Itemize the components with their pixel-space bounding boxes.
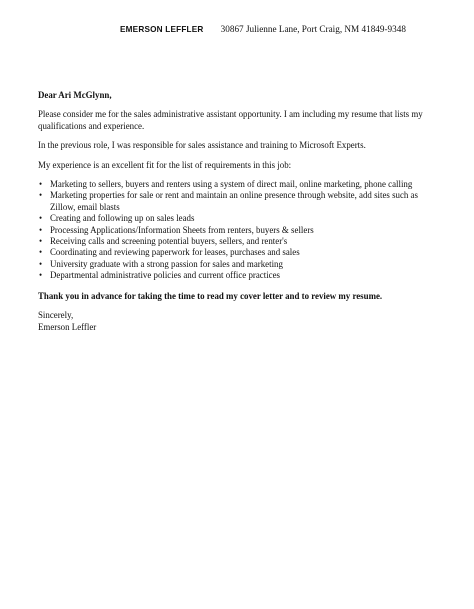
list-item xyxy=(38,247,438,258)
bullet-icon: • xyxy=(39,213,43,224)
bullet-icon: • xyxy=(39,236,43,247)
previous-role-paragraph: In the previous role, I was responsible for sales assistance and training to Microsoft Experts. xyxy=(38,140,366,151)
sender-address: 30867 Julienne Lane, Port Craig, NM 41849-9348 xyxy=(220,24,406,34)
letter-body xyxy=(38,90,438,333)
closing-statement: Thank you in advance for taking the time to read my cover letter and to review my resume. xyxy=(38,290,383,301)
requirement-text: Creating and following up on sales leads xyxy=(50,213,195,224)
requirement-text: Marketing to sellers, buyers and renters using a system of direct mail, online marketing, phone calling xyxy=(50,179,413,190)
signature-name: Emerson Leffler xyxy=(38,321,97,332)
requirement-text: Departmental administrative policies and current office practices xyxy=(50,270,280,281)
requirement-text: Processing Applications/Information Sheets from renters, buyers & sellers xyxy=(50,224,314,235)
sender-name: EMERSON LEFFLER xyxy=(120,25,204,34)
bullet-icon: • xyxy=(39,190,43,201)
requirement-text: Marketing properties for sale or rent and maintain an online presence through website, add sites such as Zillow, email blasts xyxy=(50,190,418,212)
bullet-icon: • xyxy=(39,247,43,258)
requirement-text: University graduate with a strong passion for sales and marketing xyxy=(50,258,283,269)
bullet-icon: • xyxy=(39,258,43,269)
requirements-list xyxy=(38,179,438,282)
list-item xyxy=(38,179,438,190)
list-item xyxy=(38,270,438,281)
bullet-icon: • xyxy=(39,270,43,281)
list-item xyxy=(38,190,438,213)
intro-paragraph: Please consider me for the sales administrative assistant opportunity. I am including my resume that lists my qualifications and experience. xyxy=(38,109,423,131)
bullet-icon: • xyxy=(39,179,43,190)
bullet-icon: • xyxy=(39,224,43,235)
list-item xyxy=(38,225,438,236)
list-item xyxy=(38,213,438,224)
salutation: Dear Ari McGlynn, xyxy=(38,90,112,100)
requirements-intro-paragraph: My experience is an excellent fit for the list of requirements in this job: xyxy=(38,159,292,170)
requirement-text: Receiving calls and screening potential buyers, sellers, and renter's xyxy=(50,236,288,247)
list-item xyxy=(38,236,438,247)
signoff: Sincerely, xyxy=(38,310,74,321)
list-item xyxy=(38,259,438,270)
letter-header xyxy=(120,24,440,34)
requirement-text: Coordinating and reviewing paperwork for leases, purchases and sales xyxy=(50,247,300,258)
